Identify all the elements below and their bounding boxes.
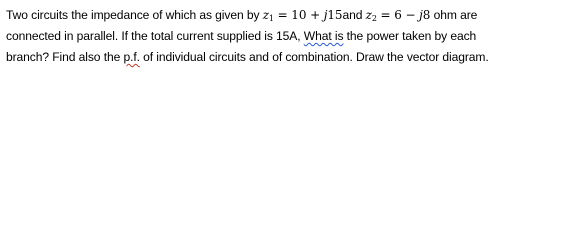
ohm-text: ohm are xyxy=(430,8,478,22)
z1-j: j xyxy=(323,8,328,22)
z1-subscript: 1 xyxy=(268,14,274,23)
z2-imag: 8 xyxy=(422,8,431,22)
impedance-z1-expression xyxy=(263,8,343,22)
z2-subscript: 2 xyxy=(371,14,377,23)
line3-text-b: of individual circuits and of combination. Draw the vector diagram. xyxy=(139,50,489,64)
question-line-1 xyxy=(6,5,572,26)
question-line-2 xyxy=(6,26,572,47)
impedance-z2-expression xyxy=(366,8,431,22)
z2-value: = 6 − xyxy=(376,8,420,22)
line2-text-a: connected in parallel. If the total current supplied is 15A, xyxy=(6,29,304,43)
z1-value: = 10 + xyxy=(273,8,324,22)
question-line-3 xyxy=(6,47,572,68)
line3-text-a: branch? Find also the xyxy=(6,50,124,64)
and-text: and xyxy=(342,8,366,22)
z1-imag: 15 xyxy=(327,8,343,22)
pf-spelling-mark: p.f. xyxy=(123,50,140,64)
line1-text: Two circuits the impedance of which as given by xyxy=(6,8,263,22)
z2-j: j xyxy=(419,8,423,22)
what-is-grammar-mark: What is xyxy=(303,29,344,43)
z2-symbol: z xyxy=(365,8,372,22)
z1-symbol: z xyxy=(262,8,269,22)
question-text xyxy=(6,5,572,68)
line2-text-b: the power taken by each xyxy=(343,29,477,43)
